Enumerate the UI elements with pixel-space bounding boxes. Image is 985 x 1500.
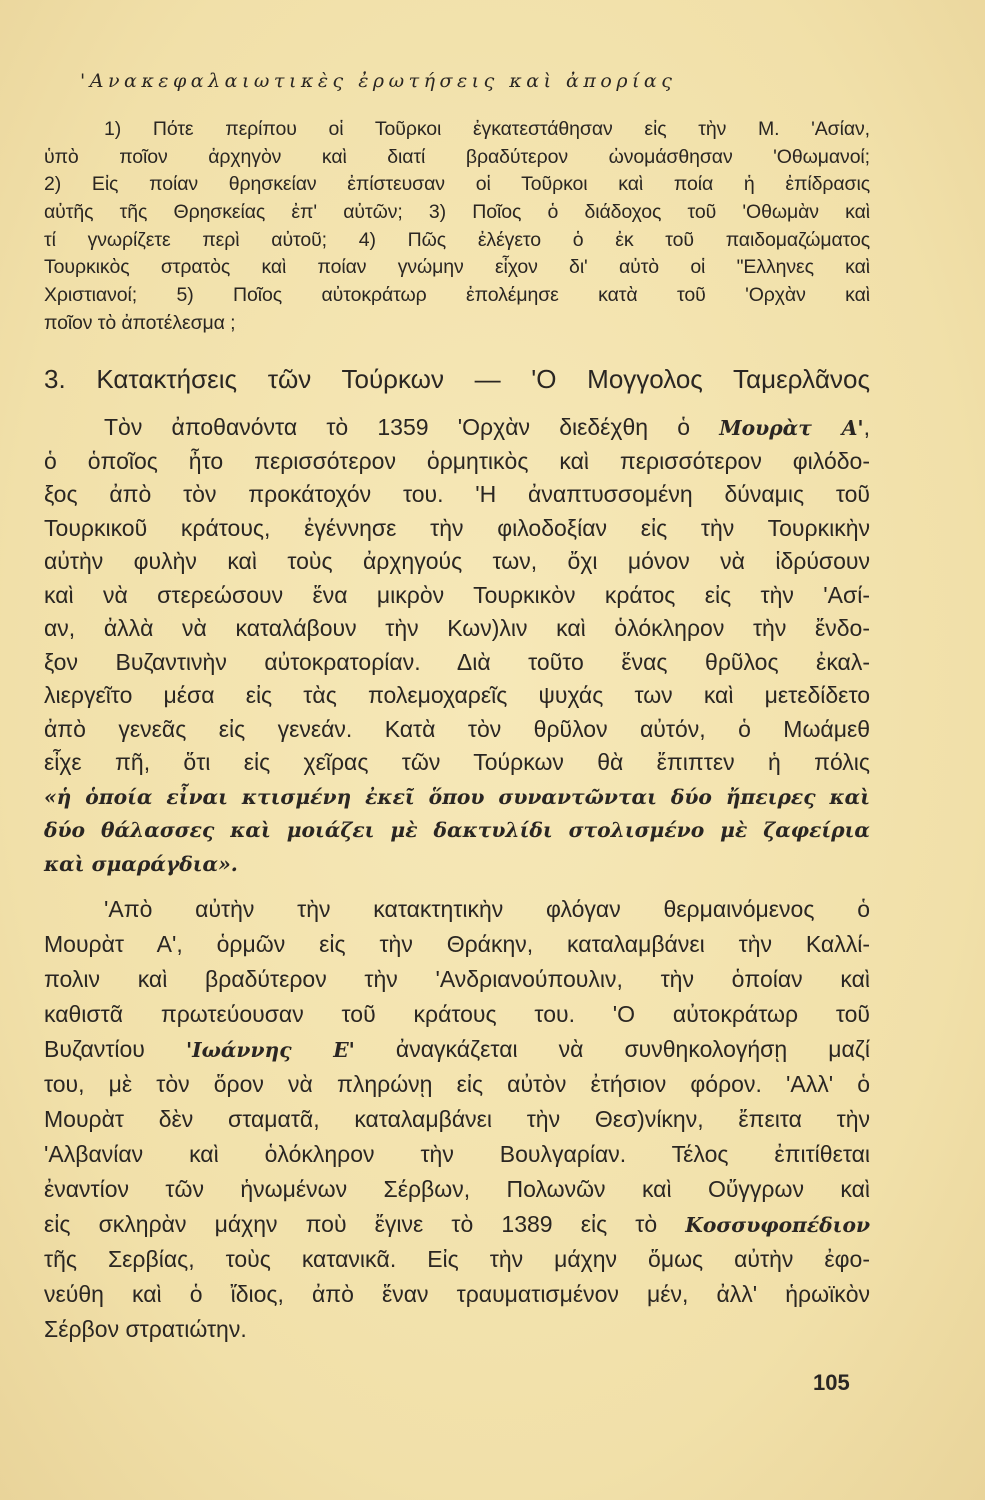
text-line (44, 310, 870, 338)
text-line (44, 411, 870, 445)
text-segment: εἶχε πῆ, ὅτι εἰς χεῖρας τῶν Τούρκων θὰ ἔπιπτεν ἡ πόλις (44, 749, 870, 775)
text-line (44, 1207, 870, 1242)
text-segment: ξον Βυζαντινὴν αὐτοκρατορίαν. Διὰ τοῦτο ἕνας θρῦλος ἐκαλ- (44, 648, 870, 675)
text-line (44, 1312, 870, 1347)
text-segment: Τὸν ἀποθανόντα τὸ 1359 'Ορχὰν διεδέχθη ὁ (104, 414, 720, 440)
text-segment: πολιν καὶ βραδύτερον τὴν 'Ανδριανούπουλιν, τὴν ὁποίαν καὶ (44, 966, 870, 992)
text-segment: ὑπὸ ποῖον ἀρχηγὸν καὶ διατί βραδύτερον ὠνομάσθησαν 'Οθωμανοί; (44, 145, 870, 168)
section-heading: 3. Κατακτήσεις τῶν Τούρκων — 'Ο Μογγολος Ταμερλᾶνος (44, 364, 870, 394)
text-segment: Μουρὰτ δὲν σταματᾶ, καταλαμβάνει τὴν Θεσ)νίκην, ἔπειτα τὴν (44, 1106, 870, 1132)
text-segment: εἰς σκληρὰν μάχην ποὺ ἔγινε τὸ 1389 εἰς τὸ (44, 1211, 686, 1237)
text-line (44, 1032, 870, 1067)
emphasized-text: 'Ιωάννης Ε' (185, 1038, 355, 1062)
text-line (44, 1102, 870, 1137)
emphasized-text: «ἡ ὁποία εἶναι κτισμένη ἐκεῖ ὅπου συναντῶνται δύο ἤπειρες καὶ (44, 784, 870, 809)
text-line (44, 892, 870, 927)
text-segment: ξος ἀπὸ τὸν προκάτοχόν του. 'Η ἀναπτυσσομένη δύναμις τοῦ (44, 481, 870, 507)
text-segment: Τουρκικὸς στρατὸς καὶ ποίαν γνώμην εἶχον δι' αὐτὸ οἱ "Ελληνες καὶ (44, 256, 870, 279)
text-line (44, 116, 870, 144)
text-line (44, 1242, 870, 1277)
text-segment: 'Απὸ αὐτὴν τὴν κατακτητικὴν φλόγαν θερμαινόμενος ὁ (104, 896, 870, 922)
text-line (44, 962, 870, 997)
text-line (44, 579, 870, 613)
page-number: 105 (813, 1370, 850, 1395)
text-line (44, 1137, 870, 1172)
text-segment: καθιστᾶ πρωτεύουσαν τοῦ κράτους του. 'Ο αὐτοκράτωρ τοῦ (44, 1001, 870, 1027)
text-segment: τῆς Σερβίας, τοὺς κατανικᾶ. Εἰς τὴν μάχην ὅμως αὐτὴν ἐφο- (44, 1246, 870, 1272)
text-segment: νεύθη καὶ ὁ ἴδιος, ἀπὸ ἕναν τραυματισμένον μέν, ἀλλ' ἡρωϊκὸν (44, 1281, 870, 1307)
text-segment: Μουρὰτ Α', ὁρμῶν εἰς τὴν Θράκην, καταλαμβάνει τὴν Καλλί- (44, 931, 870, 957)
text-segment: ἐναντίον τῶν ἡνωμένων Σέρβων, Πολωνῶν καὶ Οὔγγρων καὶ (44, 1176, 870, 1202)
text-line (44, 679, 870, 713)
text-line (44, 254, 870, 282)
text-line (44, 282, 870, 310)
text-segment: , (863, 414, 870, 440)
text-line (44, 199, 870, 227)
text-line (44, 1277, 870, 1312)
paragraph-2 (44, 892, 870, 1347)
text-line (44, 713, 870, 747)
text-segment: ἀναγκάζεται νὰ συνθηκολογήσῃ μαζί (354, 1036, 870, 1062)
text-segment: αὐτῆς τῆς Θρησκείας ἐπ' αὐτῶν; 3) Ποῖος ὁ διάδοχος τοῦ 'Οθωμὰν καὶ (44, 201, 870, 224)
text-line (44, 545, 870, 579)
emphasized-text: καὶ σμαράγδια». (44, 851, 238, 876)
text-line (44, 997, 870, 1032)
text-line (44, 847, 870, 881)
text-segment: καὶ νὰ στερεώσουν ἕνα μικρὸν Τουρκικὸν κράτος εἰς τὴν 'Ασί- (44, 581, 870, 608)
emphasized-text: Μουρὰτ Α' (719, 416, 864, 440)
text-line (44, 478, 870, 512)
text-segment: ὁ ὁποῖος ἦτο περισσότερον ὁρμητικὸς καὶ περισσότερον φιλόδο- (44, 447, 870, 474)
review-questions-title: 'Ανακεφαλαιωτικὲς ἐρωτήσεις καὶ ἀπορίας (80, 70, 677, 92)
text-line (44, 227, 870, 255)
text-line (44, 927, 870, 962)
text-segment: Τουρκικοῦ κράτους, ἐγέννησε τὴν φιλοδοξίαν εἰς τὴν Τουρκικὴν (44, 514, 870, 541)
text-segment: 'Αλβανίαν καὶ ὁλόκληρον τὴν Βουλγαρίαν. Τέλος ἐπιτίθεται (44, 1141, 870, 1167)
text-line (44, 746, 870, 780)
emphasized-text: Κοσσυφοπέδιον (685, 1213, 870, 1237)
emphasized-text: δύο θάλασσες καὶ μοιάζει μὲ δακτυλίδι στολισμένο μὲ ζαφείρια (44, 818, 870, 842)
text-segment: 2) Εἰς ποίαν θρησκείαν ἐπίστευσαν οἱ Τοῦρκοι καὶ ποία ἡ ἐπίδρασις (44, 173, 870, 196)
text-line (44, 813, 870, 847)
review-questions (44, 116, 870, 338)
text-line (44, 1067, 870, 1102)
text-segment: αν, ἀλλὰ νὰ καταλάβουν τὴν Κων)λιν καὶ ὁλόκληρον τὴν ἔνδο- (44, 615, 870, 641)
text-line (44, 780, 870, 814)
text-segment: αὐτὴν φυλὴν καὶ τοὺς ἀρχηγούς των, ὄχι μόνον νὰ ἱδρύσουν (44, 548, 870, 574)
text-line (44, 171, 870, 199)
text-segment: λιεργεῖτο μέσα εἰς τὰς πολεμοχαρεῖς ψυχάς των καὶ μετεδίδετο (44, 682, 870, 708)
text-segment: ἀπὸ γενεᾶς εἰς γενεάν. Κατὰ τὸν θρῦλον αὐτόν, ὁ Μωάμεθ (44, 715, 870, 742)
text-segment: 1) Πότε περίπου οἱ Τοῦρκοι ἐγκατεστάθησαν εἰς τὴν Μ. 'Ασίαν, (104, 118, 870, 140)
text-line (44, 144, 870, 172)
text-segment: Χριστιανοί; 5) Ποῖος αὐτοκράτωρ ἐπολέμησε κατὰ τοῦ 'Ορχὰν καὶ (44, 284, 870, 307)
text-segment: Βυζαντίου (44, 1036, 186, 1062)
text-segment: ποῖον τὸ ἀποτέλεσμα ; (44, 311, 236, 334)
text-line (44, 1172, 870, 1207)
paragraph-1 (44, 411, 870, 880)
text-line (44, 612, 870, 646)
text-segment: του, μὲ τὸν ὅρον νὰ πληρώνῃ εἰς αὐτὸν ἐτήσιον φόρον. 'Αλλ' ὁ (44, 1071, 870, 1097)
text-line (44, 445, 870, 479)
text-segment: τί γνωρίζετε περὶ αὐτοῦ; 4) Πῶς ἐλέγετο ὁ ἐκ τοῦ παιδομαζώματος (44, 228, 870, 251)
text-line (44, 646, 870, 680)
text-line (44, 512, 870, 546)
text-segment: Σέρβον στρατιώτην. (44, 1316, 247, 1342)
